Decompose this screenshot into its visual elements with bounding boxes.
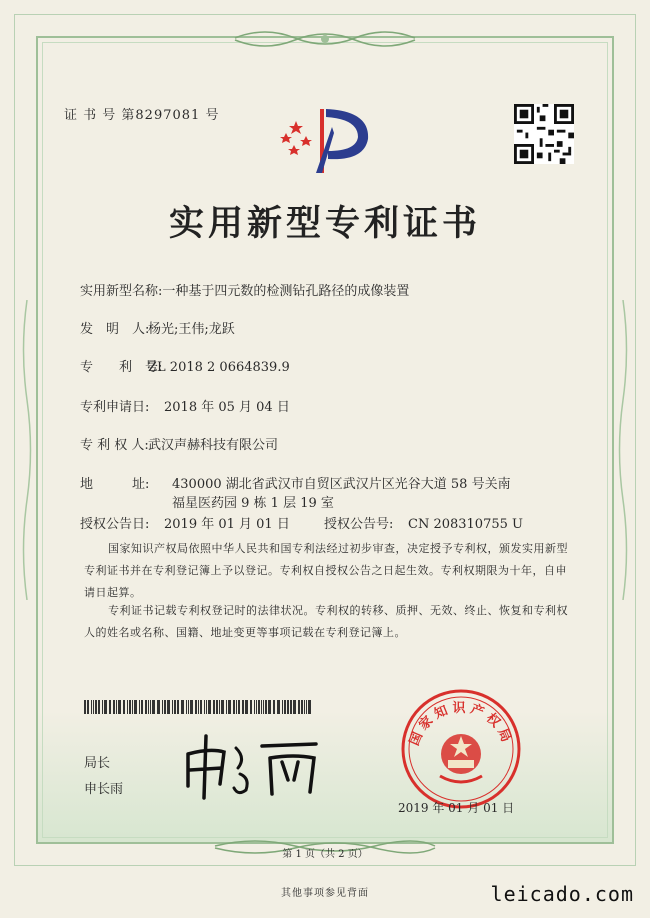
- utility-model-name-value: 一种基于四元数的检测钻孔路径的成像装置: [162, 284, 410, 299]
- address-line2-row: [172, 492, 334, 511]
- address-line1: 430000 湖北省武汉市自贸区武汉片区光谷大道 58 号关南: [172, 477, 511, 492]
- certificate-number-suffix: 号: [205, 108, 220, 123]
- grant-statement-paragraph: 国家知识产权局依照中华人民共和国专利法经过初步审查，决定授予专利权，颁发实用新型专利证书并在专利登记簿上予以登记。专利权自授权公告之日起生效。专利权期限为十年，自申请日起算。: [84, 542, 568, 599]
- grant-number-row: [324, 513, 523, 532]
- see-reverse-note: 其他事项参见背面: [281, 888, 369, 899]
- certificate-number-label: 证 书 号 第: [64, 108, 136, 123]
- right-ornament-icon: [616, 300, 630, 600]
- grant-date-value: 2019 年 01 月 01 日: [164, 517, 290, 532]
- address-label: 地 址:: [80, 477, 150, 492]
- left-ornament-icon: [20, 300, 34, 600]
- director-title: 局长: [84, 756, 111, 771]
- barcode-icon: [84, 700, 312, 714]
- patentee-row: [80, 434, 278, 453]
- utility-model-name-row: [80, 280, 409, 299]
- page-title: 实用新型专利证书: [168, 203, 481, 244]
- watermark-text: leicado.com: [490, 882, 634, 906]
- grant-date-row: [80, 513, 290, 532]
- official-seal-icon: [400, 688, 522, 810]
- handwritten-signature-icon: [180, 728, 330, 800]
- top-ornament-icon: [225, 26, 425, 50]
- legal-status-paragraph: 专利证书记载专利权登记时的法律状况。专利权的转移、质押、无效、终止、恢复和专利权人的姓名或名称、国籍、地址变更等事项记载在专利登记簿上。: [84, 604, 568, 639]
- cnipa-logo-icon: [274, 103, 378, 179]
- patent-number-value: ZL 2018 2 0664839.9: [148, 360, 290, 375]
- inventor-value: 杨光;王伟;龙跃: [148, 322, 235, 337]
- qr-code-icon: [514, 104, 574, 164]
- grant-number-value: CN 208310755 U: [408, 517, 523, 532]
- certificate-number: [64, 104, 219, 123]
- certificate-number-value: 8297081: [135, 108, 201, 123]
- patentee-value: 武汉声赫科技有限公司: [148, 438, 279, 453]
- utility-model-name-label: 实用新型名称:: [80, 284, 163, 299]
- address-row: [80, 473, 511, 492]
- patent-number-label: 专 利 号:: [80, 360, 163, 375]
- inventor-row: [80, 318, 235, 337]
- application-date-value: 2018 年 05 月 04 日: [164, 400, 290, 415]
- director-name: 申长雨: [84, 782, 124, 797]
- patentee-label: 专 利 权 人:: [80, 438, 149, 453]
- grant-date-label: 授权公告日:: [80, 517, 150, 532]
- page-indicator: 第 1 页（共 2 页）: [282, 849, 368, 860]
- application-date-label: 专利申请日:: [80, 400, 150, 415]
- patent-number-row: [80, 356, 290, 375]
- seal-date: 2019 年 01 月 01 日: [398, 801, 515, 815]
- seal-text: 国家知识产权局: [407, 701, 515, 748]
- inventor-label: 发 明 人:: [80, 322, 150, 337]
- grant-number-label: 授权公告号:: [324, 517, 394, 532]
- application-date-row: [80, 396, 290, 415]
- address-line2: 福星医药园 9 栋 1 层 19 室: [172, 496, 334, 511]
